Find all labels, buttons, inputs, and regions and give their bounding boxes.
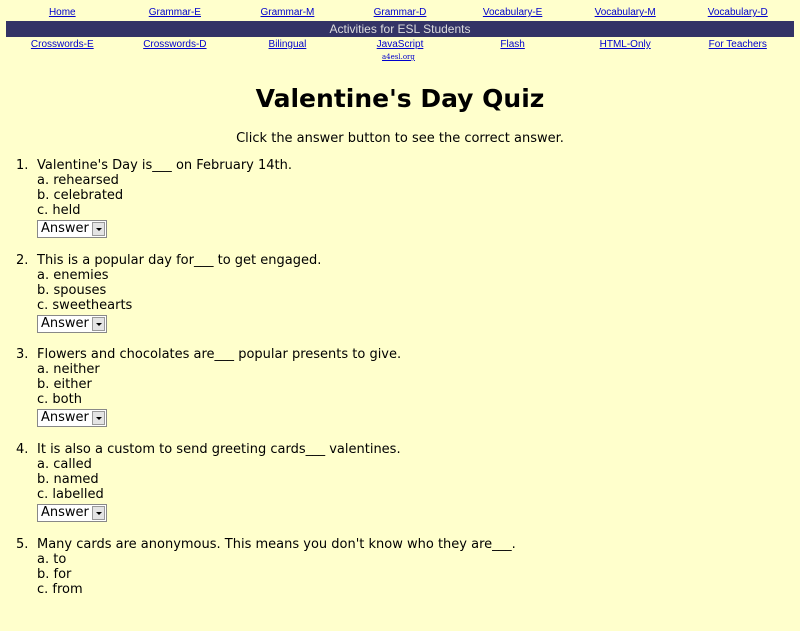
question-number: 3. bbox=[16, 347, 29, 363]
answer-select[interactable] bbox=[37, 315, 107, 333]
question-number: 4. bbox=[16, 442, 29, 458]
answer-select[interactable] bbox=[37, 220, 107, 238]
answer-select-label: Answer bbox=[41, 221, 89, 236]
nav-link-vocabulary-d[interactable]: Vocabulary-D bbox=[707, 7, 768, 18]
quiz-list bbox=[0, 158, 516, 631]
answer-select-label: Answer bbox=[41, 505, 89, 521]
nav-link-grammar-d[interactable]: Grammar-D bbox=[373, 7, 427, 18]
chevron-down-icon bbox=[92, 411, 105, 425]
question-number: 5. bbox=[16, 536, 29, 552]
option-c: c. held bbox=[37, 203, 81, 218]
site-banner: Activities for ESL Students bbox=[6, 21, 794, 37]
nav-link-crosswords-e[interactable]: Crosswords-E bbox=[30, 39, 94, 50]
option-a: a. to bbox=[37, 551, 67, 567]
nav-link-html-only[interactable]: HTML-Only bbox=[599, 39, 651, 50]
option-c: c. labelled bbox=[37, 487, 104, 503]
nav-link-vocabulary-e[interactable]: Vocabulary-E bbox=[482, 7, 543, 18]
nav-link-grammar-m[interactable]: Grammar-M bbox=[260, 7, 315, 18]
question-item bbox=[16, 442, 516, 537]
option-a: a. rehearsed bbox=[37, 173, 119, 188]
nav-link-bilingual[interactable]: Bilingual bbox=[268, 39, 307, 50]
option-b: b. named bbox=[37, 472, 99, 488]
question-item bbox=[16, 158, 516, 253]
nav-link-vocabulary-m[interactable]: Vocabulary-M bbox=[594, 7, 656, 18]
answer-select-label: Answer bbox=[41, 315, 89, 331]
chevron-down-icon bbox=[92, 506, 105, 520]
answer-select-label: Answer bbox=[41, 410, 89, 426]
option-a: a. enemies bbox=[37, 267, 109, 283]
nav-link-javascript[interactable]: JavaScript bbox=[376, 39, 424, 50]
option-b: b. celebrated bbox=[37, 188, 124, 203]
question-text: Valentine's Day is___ on February 14th. bbox=[37, 158, 293, 173]
chevron-down-icon bbox=[92, 317, 105, 331]
nav-link-home[interactable]: Home bbox=[48, 7, 76, 18]
chevron-down-icon bbox=[92, 222, 105, 236]
option-b: b. for bbox=[37, 566, 72, 582]
option-b: b. spouses bbox=[37, 282, 107, 298]
nav-link-crosswords-d[interactable]: Crosswords-D bbox=[143, 39, 207, 50]
nav-link-flash[interactable]: Flash bbox=[500, 39, 525, 50]
a4esl-link[interactable]: a4esl.org bbox=[382, 53, 415, 61]
instructions: Click the answer button to see the correct answer. bbox=[236, 131, 564, 146]
option-c: c. sweethearts bbox=[37, 297, 133, 313]
question-text: Flowers and chocolates are___ popular presents to give. bbox=[37, 347, 402, 363]
option-a: a. called bbox=[37, 457, 92, 473]
question-item bbox=[16, 536, 516, 631]
nav-link-for-teachers[interactable]: For Teachers bbox=[708, 39, 767, 50]
option-c: c. from bbox=[37, 581, 83, 597]
option-c: c. both bbox=[37, 392, 82, 408]
option-a: a. neither bbox=[37, 362, 100, 378]
answer-select[interactable] bbox=[37, 504, 107, 522]
page-title: Valentine's Day Quiz bbox=[255, 84, 545, 113]
answer-select[interactable] bbox=[37, 409, 107, 427]
question-number: 1. bbox=[16, 158, 29, 173]
top-nav-row bbox=[6, 7, 794, 18]
question-text: This is a popular day for___ to get engaged. bbox=[37, 252, 322, 268]
question-text: It is also a custom to send greeting cards___ valentines. bbox=[37, 442, 401, 458]
question-item bbox=[16, 252, 516, 348]
nav-link-grammar-e[interactable]: Grammar-E bbox=[148, 7, 201, 18]
question-number: 2. bbox=[16, 252, 29, 268]
second-nav-row bbox=[6, 39, 794, 50]
option-b: b. either bbox=[37, 377, 92, 393]
question-text: Many cards are anonymous. This means you don't know who they are___. bbox=[37, 536, 516, 552]
question-item bbox=[16, 347, 516, 442]
